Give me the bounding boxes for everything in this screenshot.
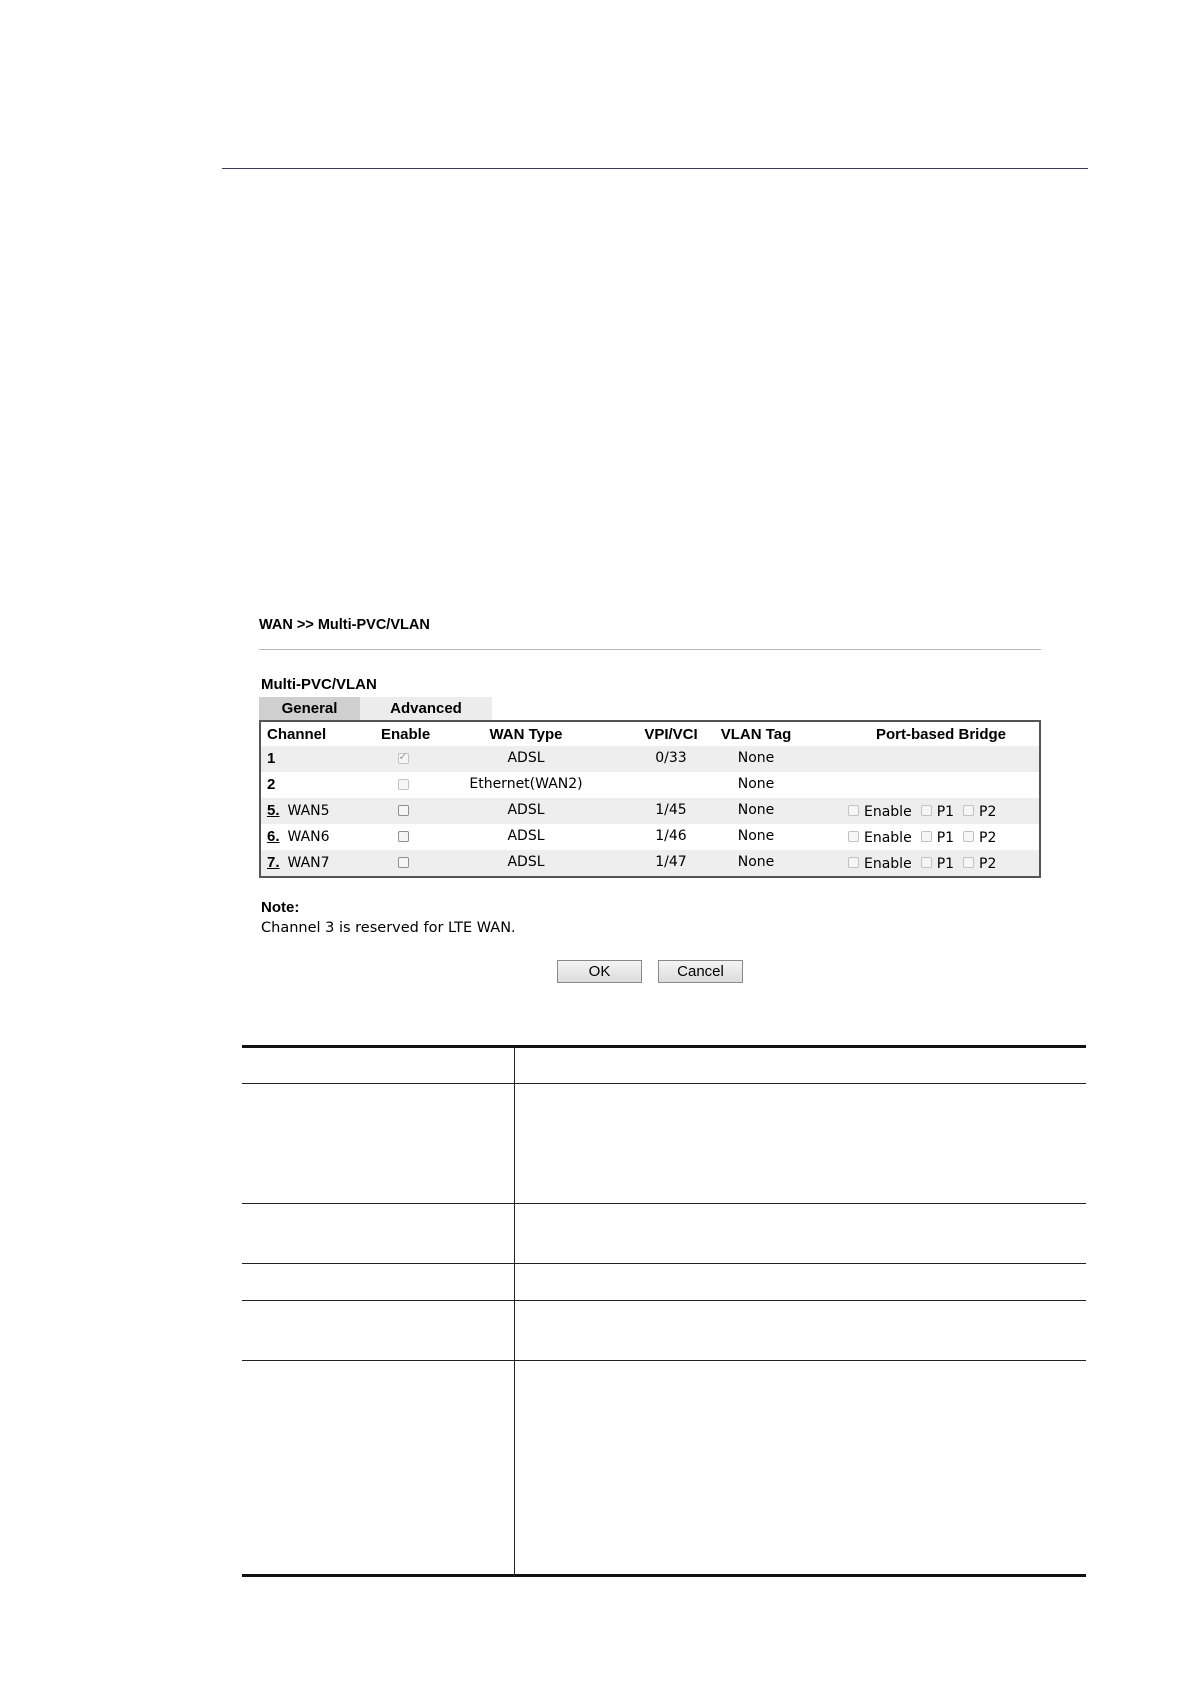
col-vpi-vci: VPI/VCI (644, 726, 698, 743)
vpi-vci: 1/47 (655, 854, 687, 870)
wan-type: ADSL (507, 750, 545, 766)
bridge-enable-label: Enable (864, 804, 912, 820)
breadcrumb: WAN >> Multi-PVC/VLAN (259, 617, 430, 633)
enable-checkbox[interactable] (398, 779, 409, 790)
description-table (242, 1045, 1086, 1577)
col-port-bridge: Port-based Bridge (875, 726, 1007, 743)
bridge-p2-checkbox[interactable] (963, 805, 974, 816)
table-header (261, 722, 1039, 748)
section-title: Multi-PVC/VLAN (261, 676, 377, 693)
wan-type: ADSL (507, 828, 545, 844)
bridge-enable-checkbox[interactable] (848, 805, 859, 816)
enable-checkbox[interactable] (398, 831, 409, 842)
bridge-p2-checkbox[interactable] (963, 831, 974, 842)
col-vlan-tag: VLAN Tag (720, 726, 792, 743)
enable-checkbox[interactable] (398, 805, 409, 816)
bridge-enable-label: Enable (864, 856, 912, 872)
bridge-p1-checkbox[interactable] (921, 831, 932, 842)
vlan-tag: None (737, 802, 775, 818)
wan-type: ADSL (507, 802, 545, 818)
vlan-tag: None (737, 750, 775, 766)
ok-button[interactable]: OK (557, 960, 642, 983)
bridge-enable-label: Enable (864, 830, 912, 846)
wan-type: ADSL (507, 854, 545, 870)
channel-name: WAN6 (287, 829, 330, 845)
vlan-tag: None (737, 854, 775, 870)
table-row (261, 824, 1039, 850)
table-top-border (242, 1045, 1086, 1048)
table-row (261, 850, 1039, 876)
wan-type: Ethernet(WAN2) (469, 776, 583, 792)
bridge-p1-label: P1 (936, 804, 955, 820)
bridge-p2-checkbox[interactable] (963, 857, 974, 868)
bridge-p1-checkbox[interactable] (921, 857, 932, 868)
bridge-p2-label: P2 (979, 804, 997, 820)
enable-checkbox[interactable] (398, 857, 409, 868)
vpi-vci: 1/46 (655, 828, 687, 844)
bridge-enable-checkbox[interactable] (848, 857, 859, 868)
enable-checkbox[interactable] (398, 753, 409, 764)
table-divider (242, 1360, 1086, 1361)
vlan-tag: None (737, 776, 775, 792)
vpi-vci: 1/45 (655, 802, 687, 818)
note-title: Note: (261, 899, 300, 916)
table-divider (242, 1083, 1086, 1084)
port-bridge-controls (848, 854, 1002, 870)
multi-pvc-table (259, 720, 1041, 878)
tab-general[interactable]: General (259, 697, 360, 720)
channel-link[interactable]: 5. (267, 802, 280, 819)
channel-name: WAN7 (287, 855, 330, 871)
note-text: Channel 3 is reserved for LTE WAN. (261, 920, 516, 936)
bridge-p1-label: P1 (936, 856, 955, 872)
table-divider (242, 1263, 1086, 1264)
col-enable: Enable (381, 726, 431, 743)
bridge-p2-label: P2 (979, 856, 997, 872)
title-divider (259, 649, 1041, 650)
bridge-p2-label: P2 (979, 830, 997, 846)
table-row (261, 772, 1039, 798)
port-bridge-controls (848, 802, 1002, 818)
table-row (261, 798, 1039, 824)
table-bottom-border (242, 1574, 1086, 1577)
table-divider (242, 1300, 1086, 1301)
col-wan-type: WAN Type (489, 726, 563, 743)
bridge-p1-checkbox[interactable] (921, 805, 932, 816)
vlan-tag: None (737, 828, 775, 844)
table-divider (242, 1203, 1086, 1204)
tab-advanced[interactable]: Advanced (360, 697, 492, 720)
channel-name: WAN5 (287, 803, 330, 819)
channel-link[interactable]: 6. (267, 828, 280, 845)
channel-number: 2 (267, 776, 276, 793)
table-column-divider (514, 1047, 515, 1576)
bridge-enable-checkbox[interactable] (848, 831, 859, 842)
header-rule (222, 168, 1088, 169)
vpi-vci: 0/33 (655, 750, 687, 766)
bridge-p1-label: P1 (936, 830, 955, 846)
cancel-button[interactable]: Cancel (658, 960, 743, 983)
channel-link[interactable]: 7. (267, 854, 280, 871)
table-row (261, 746, 1039, 772)
channel-number: 1 (267, 750, 276, 767)
port-bridge-controls (848, 828, 1002, 844)
col-channel: Channel (267, 726, 327, 743)
